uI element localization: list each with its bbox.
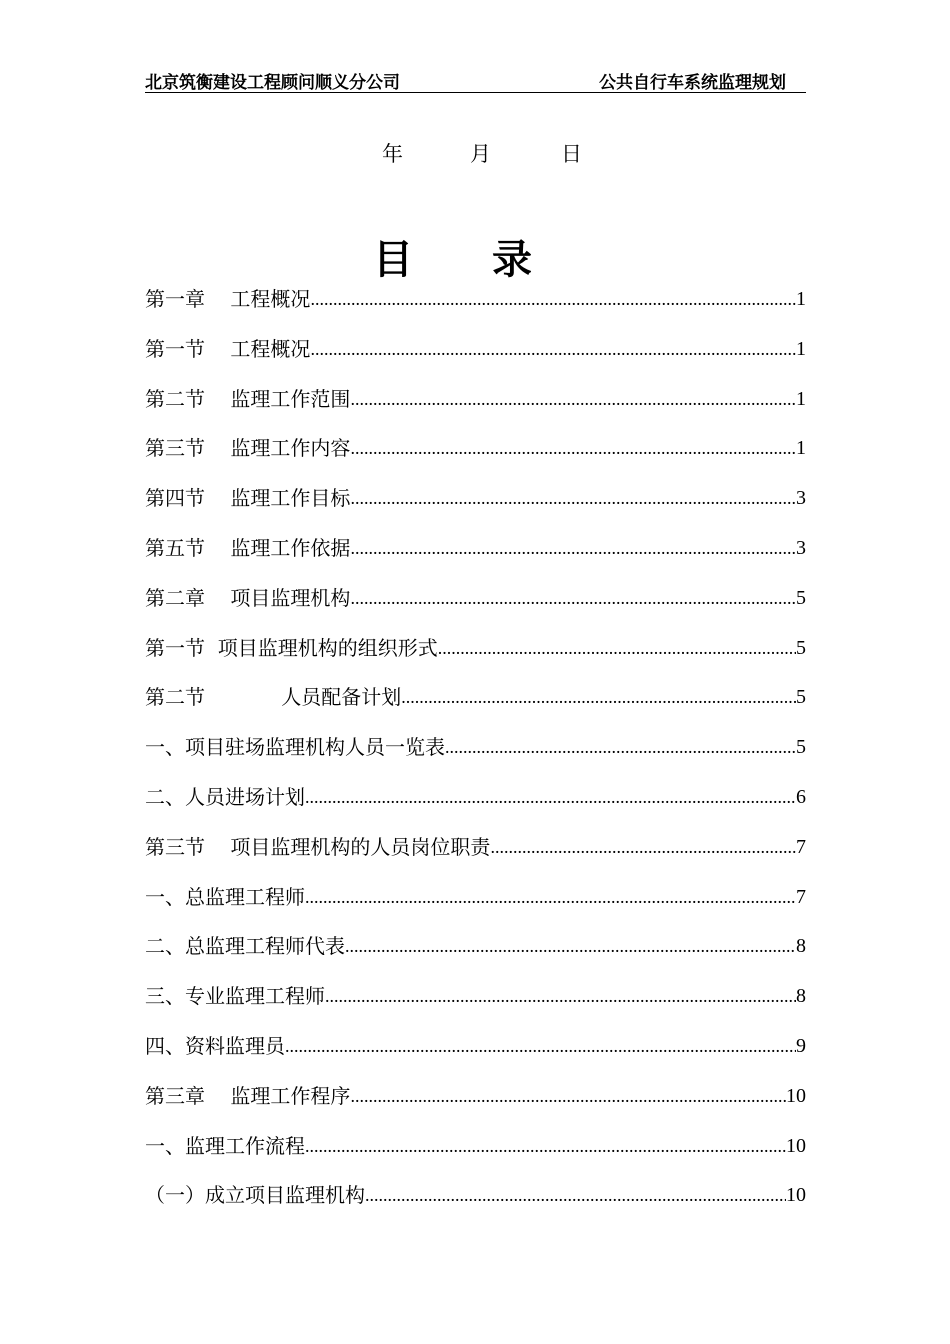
- toc-entry-page: 9: [796, 1034, 806, 1057]
- toc-entry-page: 5: [796, 586, 806, 609]
- toc-entry-text: 第一章 工程概况: [145, 287, 311, 311]
- toc-entry-page: 8: [796, 935, 806, 958]
- toc-leader: [350, 583, 796, 613]
- toc-entry-page: 5: [796, 736, 806, 759]
- toc-entry[interactable]: [145, 732, 806, 782]
- toc-entry[interactable]: [145, 1081, 806, 1131]
- toc-entry-page: 7: [796, 835, 806, 858]
- toc-entry-text: 二、总监理工程师代表: [145, 934, 345, 959]
- date-year: 年: [382, 142, 403, 166]
- toc-entry[interactable]: [145, 583, 806, 633]
- toc-entry-page: 10: [786, 1134, 806, 1157]
- toc-entry[interactable]: [145, 533, 806, 583]
- toc-entry-text: 第五节 监理工作依据: [145, 535, 351, 560]
- toc-leader: [438, 633, 796, 663]
- header-company: 北京筑衡建设工程顾问顺义分公司: [145, 73, 400, 93]
- toc-entry[interactable]: [145, 981, 806, 1031]
- table-of-contents: [145, 284, 806, 1230]
- toc-leader: [310, 334, 796, 364]
- toc-entry-text: （一）成立项目监理机构: [145, 1183, 365, 1208]
- toc-entry-text: 二、人员进场计划: [145, 784, 305, 809]
- toc-leader: [401, 682, 796, 712]
- toc-entry-text: 第三章 监理工作程序: [145, 1083, 351, 1108]
- toc-leader: [490, 832, 796, 862]
- toc-leader: [350, 433, 796, 463]
- toc-leader: [305, 1131, 786, 1161]
- toc-leader: [365, 1180, 786, 1210]
- toc-entry-text: 第四节 监理工作目标: [145, 486, 351, 511]
- toc-entry-text: 第二节 监理工作范围: [145, 386, 351, 411]
- toc-entry-page: 10: [786, 1084, 806, 1107]
- toc-entry-page: 1: [796, 437, 806, 460]
- toc-entry-text: 第二章 项目监理机构: [145, 585, 351, 610]
- toc-entry-text: 四、资料监理员: [145, 1033, 285, 1058]
- toc-leader: [305, 782, 796, 812]
- toc-leader: [345, 931, 796, 961]
- toc-entry-text: 一、项目驻场监理机构人员一览表: [145, 735, 445, 760]
- toc-entry-text: 三、专业监理工程师: [145, 984, 325, 1009]
- toc-entry[interactable]: [145, 782, 806, 832]
- toc-entry-text: 第一节 工程概况: [145, 336, 311, 361]
- toc-entry-text: 一、监理工作流程: [145, 1133, 305, 1158]
- page-header: [145, 66, 806, 93]
- toc-entry[interactable]: [145, 882, 806, 932]
- toc-leader: [310, 284, 796, 314]
- toc-leader: [350, 533, 796, 563]
- toc-entry[interactable]: [145, 1131, 806, 1181]
- toc-entry-page: 5: [796, 686, 806, 709]
- toc-entry-text: 第三节 监理工作内容: [145, 436, 351, 461]
- toc-entry[interactable]: [145, 1031, 806, 1081]
- toc-title-char-1: 目: [373, 236, 413, 283]
- toc-entry[interactable]: [145, 483, 806, 533]
- toc-entry-page: 7: [796, 885, 806, 908]
- toc-leader: [350, 483, 796, 513]
- toc-entry-text: 一、总监理工程师: [145, 884, 305, 909]
- toc-entry-page: 10: [786, 1184, 806, 1207]
- toc-leader: [350, 1081, 786, 1111]
- toc-entry-page: 8: [796, 985, 806, 1008]
- toc-entry-page: 3: [796, 487, 806, 510]
- toc-entry[interactable]: [145, 384, 806, 434]
- header-document-title: 公共自行车系统监理规划: [599, 73, 786, 93]
- toc-entry-page: 1: [796, 337, 806, 360]
- toc-leader: [325, 981, 796, 1011]
- toc-entry[interactable]: [145, 1180, 806, 1230]
- toc-title-char-2: 录: [492, 236, 532, 283]
- toc-entry[interactable]: [145, 334, 806, 384]
- toc-entry-page: 3: [796, 536, 806, 559]
- toc-entry[interactable]: [145, 832, 806, 882]
- toc-leader: [305, 882, 796, 912]
- toc-entry[interactable]: [145, 682, 806, 732]
- toc-entry[interactable]: [145, 284, 806, 334]
- toc-entry-page: 6: [796, 785, 806, 808]
- toc-entry[interactable]: [145, 931, 806, 981]
- date-month: 月: [470, 142, 491, 166]
- toc-entry-text: 第一节 项目监理机构的组织形式: [145, 635, 438, 660]
- toc-entry-text: 第三节 项目监理机构的人员岗位职责: [145, 834, 491, 859]
- toc-entry[interactable]: [145, 433, 806, 483]
- toc-entry-page: 1: [796, 387, 806, 410]
- toc-leader: [350, 384, 796, 414]
- toc-entry-page: 1: [796, 288, 806, 310]
- toc-leader: [445, 732, 796, 762]
- toc-entry-text: 第二节 人员配备计划: [145, 685, 402, 710]
- date-day: 日: [561, 142, 582, 166]
- toc-leader: [285, 1031, 796, 1061]
- toc-entry[interactable]: [145, 633, 806, 683]
- toc-entry-page: 5: [796, 636, 806, 659]
